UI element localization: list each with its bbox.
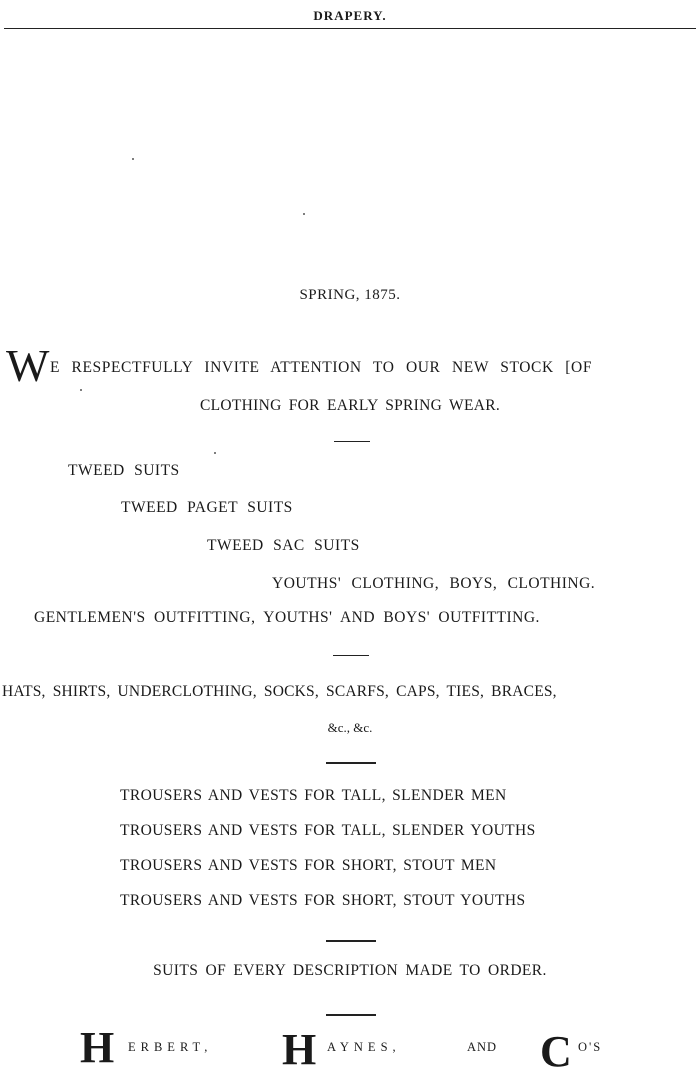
suits-list-item: YOUTHS' CLOTHING, BOYS, CLOTHING.: [272, 575, 596, 592]
suits-list-item: TWEED SUITS: [68, 462, 180, 479]
section-rule: [326, 762, 376, 764]
section-rule: [334, 441, 370, 442]
section-rule: [326, 940, 376, 942]
firm-name-cos: O'S: [578, 1040, 603, 1054]
suits-list-item: TWEED SAC SUITS: [207, 537, 360, 554]
suits-list-item: TWEED PAGET SUITS: [121, 499, 293, 516]
firm-dropcap-h: H: [80, 1023, 115, 1072]
trousers-line: TROUSERS AND VESTS FOR SHORT, STOUT YOUTHS: [120, 892, 526, 909]
firm-name-haynes: AYNES,: [327, 1040, 401, 1054]
scan-speck: [303, 213, 305, 215]
firm-name-herbert: ERBERT,: [128, 1040, 213, 1054]
intro-dropcap: W: [6, 340, 44, 391]
season-heading: SPRING, 1875.: [299, 287, 401, 303]
intro-line-2: CLOTHING FOR EARLY SPRING WEAR.: [199, 397, 501, 414]
intro-line-1: E RESPECTFULLY INVITE ATTENTION TO OUR NEW STOCK [OF: [50, 359, 593, 376]
firm-name-and: AND: [467, 1040, 498, 1054]
scan-speck: [80, 389, 82, 391]
page-header-title: DRAPERY.: [313, 8, 387, 23]
suits-list-item: GENTLEMEN'S OUTFITTING, YOUTHS' AND BOYS' OUTFITTING.: [34, 609, 540, 626]
firm-dropcap-c: C: [540, 1027, 572, 1076]
header-rule: [4, 28, 696, 29]
section-rule: [326, 1014, 376, 1016]
trousers-line: TROUSERS AND VESTS FOR TALL, SLENDER YOUTHS: [120, 822, 536, 839]
section-rule: [333, 655, 369, 656]
accessories-etc: &c., &c.: [327, 720, 373, 735]
firm-dropcap-h: H: [282, 1025, 317, 1074]
made-to-order-line: SUITS OF EVERY DESCRIPTION MADE TO ORDER.: [153, 962, 547, 979]
accessories-line: HATS, SHIRTS, UNDERCLOTHING, SOCKS, SCARFS, CAPS, TIES, BRACES,: [2, 683, 557, 700]
trousers-line: TROUSERS AND VESTS FOR TALL, SLENDER MEN: [120, 787, 507, 804]
trousers-line: TROUSERS AND VESTS FOR SHORT, STOUT MEN: [120, 857, 497, 874]
scan-speck: [132, 158, 134, 160]
scan-speck: [214, 452, 216, 454]
